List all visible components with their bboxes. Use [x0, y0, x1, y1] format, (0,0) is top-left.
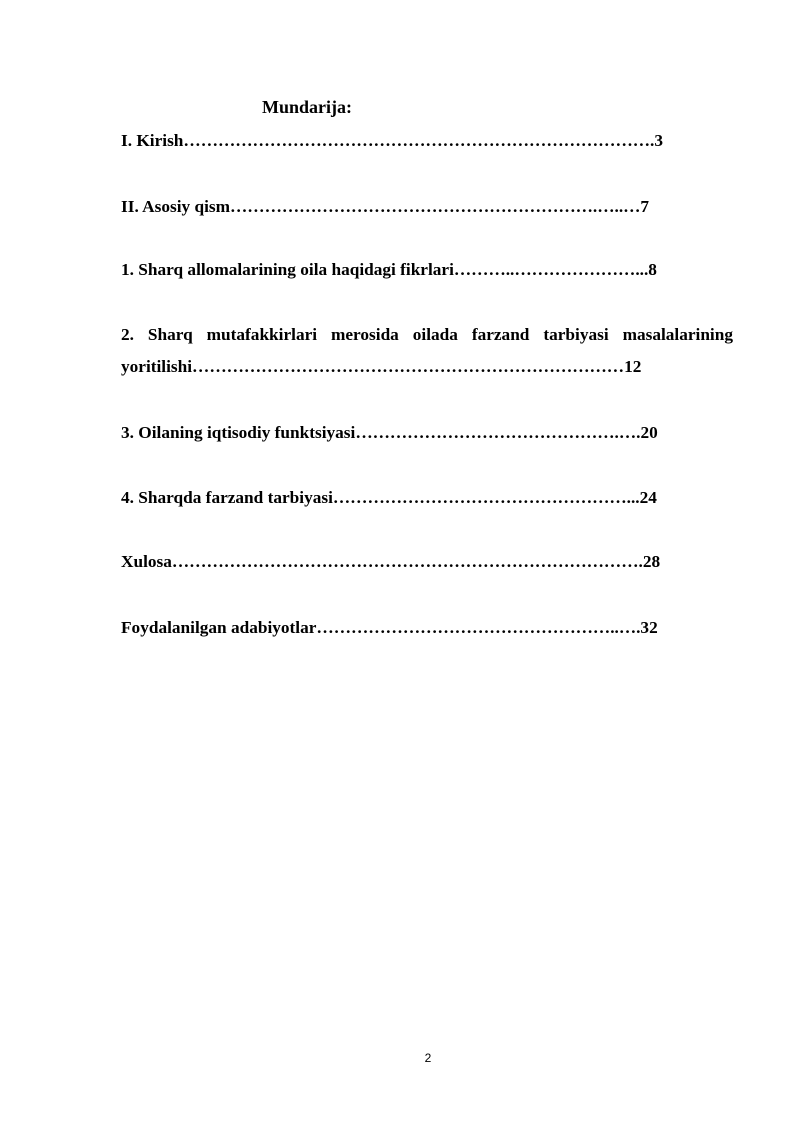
page-number: 2 [424, 1051, 432, 1065]
toc-entry-asosiy-qism: II. Asosiy qism……………………………………………………….…..…7 [121, 197, 650, 216]
toc-entry-xulosa: Xulosa……………………………………………………………………….28 [121, 552, 661, 571]
toc-entry-kirish: I. Kirish……………………………………………………………………….3 [121, 131, 663, 150]
toc-entry-sharq-allomalari: 1. Sharq allomalarining oila haqidagi fikrlari………..…………………...8 [121, 260, 657, 279]
toc-entry-farzand-tarbiyasi: 4. Sharqda farzand tarbiyasi……………………………………………...24 [121, 488, 657, 507]
toc-entry-sharq-mutafakkirlari-line1: 2. Sharq mutafakkirlari merosida oilada farzand tarbiyasi masalalarining [121, 325, 733, 344]
toc-entry-sharq-mutafakkirlari-line2: yoritilishi…………………………………………………………………12 [121, 357, 642, 376]
toc-title: Mundarija: [262, 97, 352, 117]
toc-entry-iqtisodiy-funktsiya: 3. Oilaning iqtisodiy funktsiyasi……………………………………….….20 [121, 423, 658, 442]
toc-entry-adabiyotlar: Foydalanilgan adabiyotlar……………………………………………..….32 [121, 618, 658, 637]
